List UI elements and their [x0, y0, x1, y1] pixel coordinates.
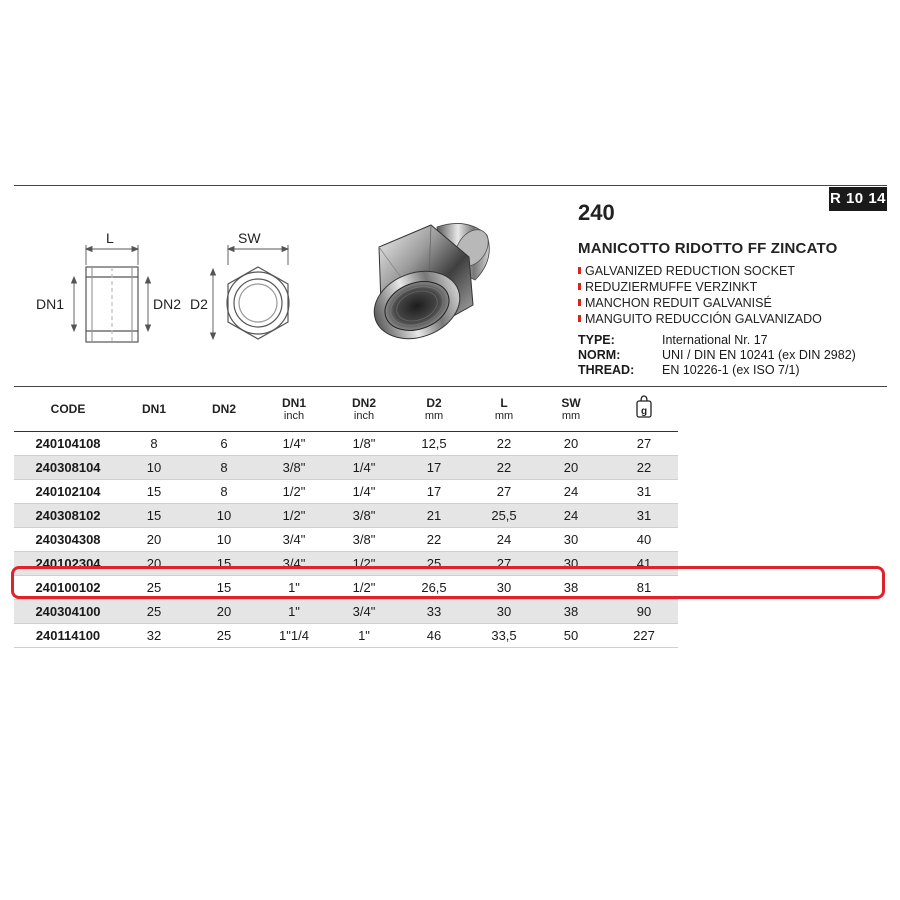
- th-dn1: DN1: [141, 402, 166, 416]
- table-row: [14, 480, 678, 504]
- cell-code: 240308104: [35, 460, 101, 475]
- table-cell: 1/4": [352, 460, 376, 475]
- table-cell: 31: [636, 484, 652, 499]
- highlighted-row-outline: [11, 566, 885, 599]
- table-cell: 1/2": [352, 556, 376, 571]
- table-cell: 33: [426, 604, 442, 619]
- table-cell: 15: [146, 484, 162, 499]
- cell-code: 240104108: [35, 436, 101, 451]
- th-dn2: DN2: [211, 402, 236, 416]
- table-cell: 8: [220, 460, 228, 475]
- bullet-icon: [578, 267, 581, 274]
- table-cell: 90: [636, 604, 652, 619]
- table-cell: 27: [496, 556, 512, 571]
- table-cell: 24: [496, 532, 512, 547]
- table-cell: 8: [220, 484, 228, 499]
- th-l-mm: L mm: [494, 396, 514, 422]
- table-cell: 33,5: [491, 628, 517, 643]
- table-cell: 10: [216, 508, 232, 523]
- translation-de: REDUZIERMUFFE VERZINKT: [578, 279, 822, 295]
- cell-code: 240100102: [35, 580, 101, 595]
- table-cell: 1/2": [282, 484, 306, 499]
- table-row: [14, 432, 678, 456]
- table-cell: 8: [150, 436, 158, 451]
- translations-list: [578, 263, 822, 327]
- table-cell: 20: [563, 436, 579, 451]
- table-cell: 20: [216, 604, 232, 619]
- table-cell: 50: [563, 628, 579, 643]
- table-cell: 10: [216, 532, 232, 547]
- table-cell: 25: [146, 604, 162, 619]
- svg-text:g: g: [640, 406, 648, 417]
- spec-norm: NORM: UNI / DIN EN 10241 (ex DIN 2982): [578, 348, 856, 362]
- table-cell: 227: [633, 628, 655, 643]
- spec-thread: THREAD: EN 10226-1 (ex ISO 7/1): [578, 363, 800, 377]
- table-header: [14, 393, 678, 432]
- table-cell: 1": [288, 604, 300, 619]
- table-row: [14, 600, 678, 624]
- table-cell: 26,5: [421, 580, 447, 595]
- table-cell: 27: [636, 436, 652, 451]
- table-cell: 25: [146, 580, 162, 595]
- top-divider: [14, 185, 887, 186]
- product-table: [14, 393, 678, 648]
- label-l: L: [106, 230, 114, 246]
- th-dn1-inch: DN1 inch: [281, 396, 306, 422]
- th-weight: [614, 394, 674, 423]
- table-cell: 1/4": [352, 484, 376, 499]
- product-title: MANICOTTO RIDOTTO FF ZINCATO: [578, 240, 838, 257]
- table-cell: 25: [216, 628, 232, 643]
- cell-code: 240304100: [35, 604, 101, 619]
- product-photo: [345, 205, 505, 365]
- weight-icon: [634, 394, 654, 420]
- table-cell: 30: [496, 604, 512, 619]
- table-cell: 25,5: [491, 508, 517, 523]
- label-sw: SW: [238, 230, 261, 246]
- table-cell: 24: [563, 508, 579, 523]
- table-cell: 46: [426, 628, 442, 643]
- table-cell: 20: [146, 556, 162, 571]
- table-cell: 20: [563, 460, 579, 475]
- table-cell: 1/2": [282, 508, 306, 523]
- table-cell: 3/4": [282, 532, 306, 547]
- table-divider: [14, 386, 887, 387]
- table-cell: 24: [563, 484, 579, 499]
- table-cell: 41: [636, 556, 652, 571]
- cell-code: 240114100: [35, 628, 101, 643]
- cell-code: 240102104: [35, 484, 101, 499]
- translation-es: MANGUITO REDUCCIÓN GALVANIZADO: [578, 311, 822, 327]
- table-cell: 22: [636, 460, 652, 475]
- th-code: CODE: [50, 402, 86, 416]
- table-cell: 22: [496, 460, 512, 475]
- translation-fr: MANCHON REDUIT GALVANISÉ: [578, 295, 822, 311]
- table-row: [14, 456, 678, 480]
- table-cell: 1": [358, 628, 370, 643]
- table-cell: 1/2": [352, 580, 376, 595]
- cell-code: 240308102: [35, 508, 101, 523]
- table-cell: 30: [563, 532, 579, 547]
- page-code-badge: R 10 14: [829, 187, 887, 211]
- table-cell: 12,5: [421, 436, 447, 451]
- table-cell: 81: [636, 580, 652, 595]
- table-cell: 1": [288, 580, 300, 595]
- table-cell: 6: [220, 436, 228, 451]
- label-d2: D2: [190, 296, 208, 312]
- spec-list: [578, 333, 856, 378]
- table-cell: 3/8": [352, 508, 376, 523]
- th-d2-mm: D2 mm: [424, 396, 444, 422]
- table-cell: 22: [426, 532, 442, 547]
- table-row: [14, 624, 678, 648]
- table-cell: 1/4": [282, 436, 306, 451]
- table-cell: 17: [426, 460, 442, 475]
- spec-type: TYPE: International Nr. 17: [578, 333, 768, 347]
- translation-en: GALVANIZED REDUCTION SOCKET: [578, 263, 822, 279]
- table-cell: 20: [146, 532, 162, 547]
- table-cell: 1/8": [352, 436, 376, 451]
- table-row: [14, 504, 678, 528]
- table-cell: 27: [496, 484, 512, 499]
- th-dn2-inch: DN2 inch: [351, 396, 376, 422]
- bullet-icon: [578, 315, 581, 322]
- label-dn1: DN1: [36, 296, 65, 312]
- table-cell: 32: [146, 628, 162, 643]
- table-cell: 31: [636, 508, 652, 523]
- table-cell: 30: [496, 580, 512, 595]
- table-cell: 17: [426, 484, 442, 499]
- table-cell: 38: [563, 580, 579, 595]
- product-number: 240: [578, 200, 615, 225]
- table-cell: 22: [496, 436, 512, 451]
- bullet-icon: [578, 283, 581, 290]
- table-cell: 25: [426, 556, 442, 571]
- th-sw-mm: SW mm: [561, 396, 581, 422]
- table-cell: 38: [563, 604, 579, 619]
- bullet-icon: [578, 299, 581, 306]
- table-cell: 3/8": [282, 460, 306, 475]
- table-cell: 3/8": [352, 532, 376, 547]
- technical-drawing: [30, 225, 310, 355]
- label-dn2: DN2: [153, 296, 182, 312]
- table-cell: 15: [216, 580, 232, 595]
- table-row: [14, 528, 678, 552]
- table-cell: 21: [426, 508, 442, 523]
- table-cell: 30: [563, 556, 579, 571]
- cell-code: 240102304: [35, 556, 101, 571]
- table-cell: 3/4": [282, 556, 306, 571]
- table-cell: 40: [636, 532, 652, 547]
- table-cell: 15: [146, 508, 162, 523]
- table-body: [14, 432, 678, 648]
- table-cell: 10: [146, 460, 162, 475]
- table-cell: 3/4": [352, 604, 376, 619]
- cell-code: 240304308: [35, 532, 101, 547]
- table-cell: 15: [216, 556, 232, 571]
- table-cell: 1"1/4: [279, 628, 309, 643]
